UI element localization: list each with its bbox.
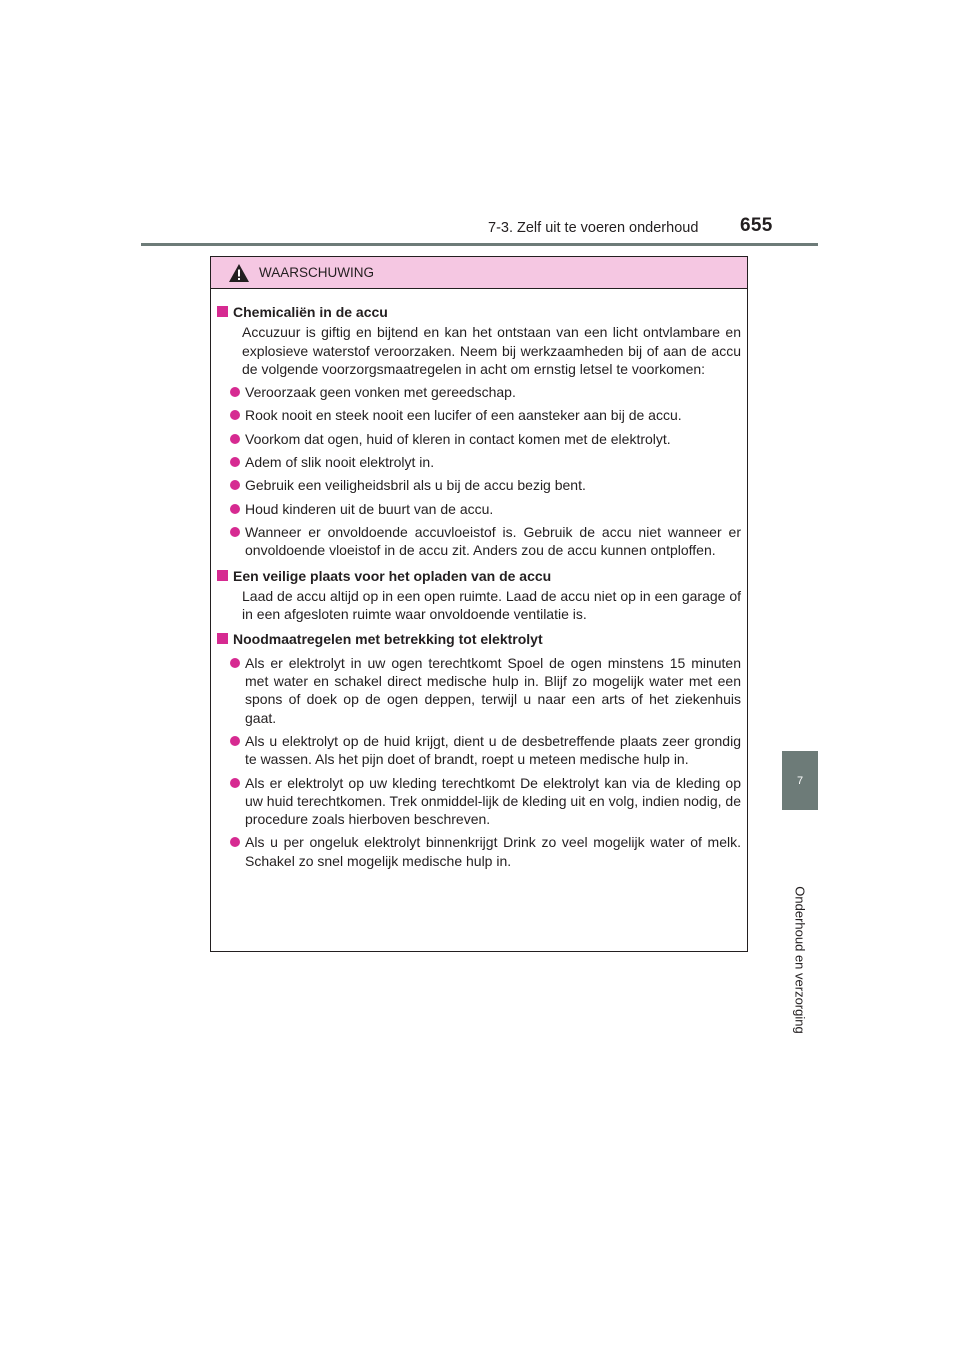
- dot-bullet-icon: [230, 778, 240, 788]
- list-item: Rook nooit en steek nooit een lucifer of een aansteker aan bij de accu.: [217, 406, 741, 424]
- header-section-title: 7-3. Zelf uit te voeren onderhoud: [488, 220, 699, 236]
- list-item: Als u per ongeluk elektrolyt binnenkrijgt Drink zo veel mogelijk water of melk. Schakel zo snel mogelijk medische hulp in.: [217, 833, 741, 870]
- section-title: Noodmaatregelen met betrekking tot elektrolyt: [217, 630, 741, 648]
- warning-title: WAARSCHUWING: [259, 265, 374, 280]
- chapter-tab-label: Onderhoud en verzorging: [792, 886, 808, 1034]
- section-title: Chemicaliën in de accu: [217, 303, 741, 321]
- section-text: Laad de accu altijd op in een open ruimte. Laad de accu niet op in een garage of in een afgesloten ruimte waar onvoldoende ventilatie is.: [242, 587, 741, 623]
- page-number: 655: [740, 215, 773, 236]
- dot-bullet-icon: [230, 837, 240, 847]
- warning-triangle-icon: [228, 263, 250, 283]
- dot-bullet-icon: [230, 527, 240, 537]
- dot-bullet-icon: [230, 434, 240, 444]
- dot-bullet-icon: [230, 504, 240, 514]
- list-item: Als u elektrolyt op de huid krijgt, dient u de desbetreffende plaats zeer grondig te wassen. Als het pijn doet of brandt, roept u meteen medische hulp in.: [217, 732, 741, 769]
- square-bullet-icon: [217, 570, 228, 581]
- chapter-tab: [782, 751, 818, 810]
- warning-body: [211, 289, 747, 870]
- list-item: Gebruik een veiligheidsbril als u bij de accu bezig bent.: [217, 476, 741, 494]
- list-item: Als er elektrolyt op uw kleding terechtkomt De elektrolyt kan via de kleding op uw huid terechtkomen. Trek onmiddel-lijk de kleding uit en volg, indien nodig, de procedure zoals hierboven beschreven.: [217, 774, 741, 829]
- warning-header: [211, 257, 747, 289]
- dot-bullet-icon: [230, 457, 240, 467]
- chapter-tab-number: 7: [796, 774, 804, 787]
- dot-bullet-icon: [230, 387, 240, 397]
- dot-bullet-icon: [230, 480, 240, 490]
- section-title: Een veilige plaats voor het opladen van de accu: [217, 567, 741, 585]
- list-item: Adem of slik nooit elektrolyt in.: [217, 453, 741, 471]
- section-text: Accuzuur is giftig en bijtend en kan het ontstaan van een licht ontvlambare en explosieve waterstof veroorzaken. Neem bij werkzaamheden bij of aan de accu de volgende voorzorgsmaatregelen in acht om ernstig letsel te voorkomen:: [242, 324, 741, 377]
- dot-bullet-icon: [230, 658, 240, 668]
- list-item: Voorkom dat ogen, huid of kleren in contact komen met de elektrolyt.: [217, 430, 741, 448]
- square-bullet-icon: [217, 633, 228, 644]
- list-item: Veroorzaak geen vonken met gereedschap.: [217, 383, 741, 401]
- header-divider: [141, 243, 818, 246]
- dot-bullet-icon: [230, 410, 240, 420]
- list-item: Als er elektrolyt in uw ogen terechtkomt Spoel de ogen minstens 15 minuten met water en schakel direct medische hulp in. Blijf zo mogelijk water met een spons of doek op de ogen deppen, terwijl u naar een arts of het ziekenhuis gaat.: [217, 654, 741, 727]
- square-bullet-icon: [217, 306, 228, 317]
- dot-bullet-icon: [230, 736, 240, 746]
- list-item: Houd kinderen uit de buurt van de accu.: [217, 500, 741, 518]
- warning-box: [210, 256, 748, 952]
- list-item: Wanneer er onvoldoende accuvloeistof is. Gebruik de accu niet wanneer er onvoldoende vloeistof in de accu zit. Anders zou de accu kunnen ontploffen.: [217, 523, 741, 560]
